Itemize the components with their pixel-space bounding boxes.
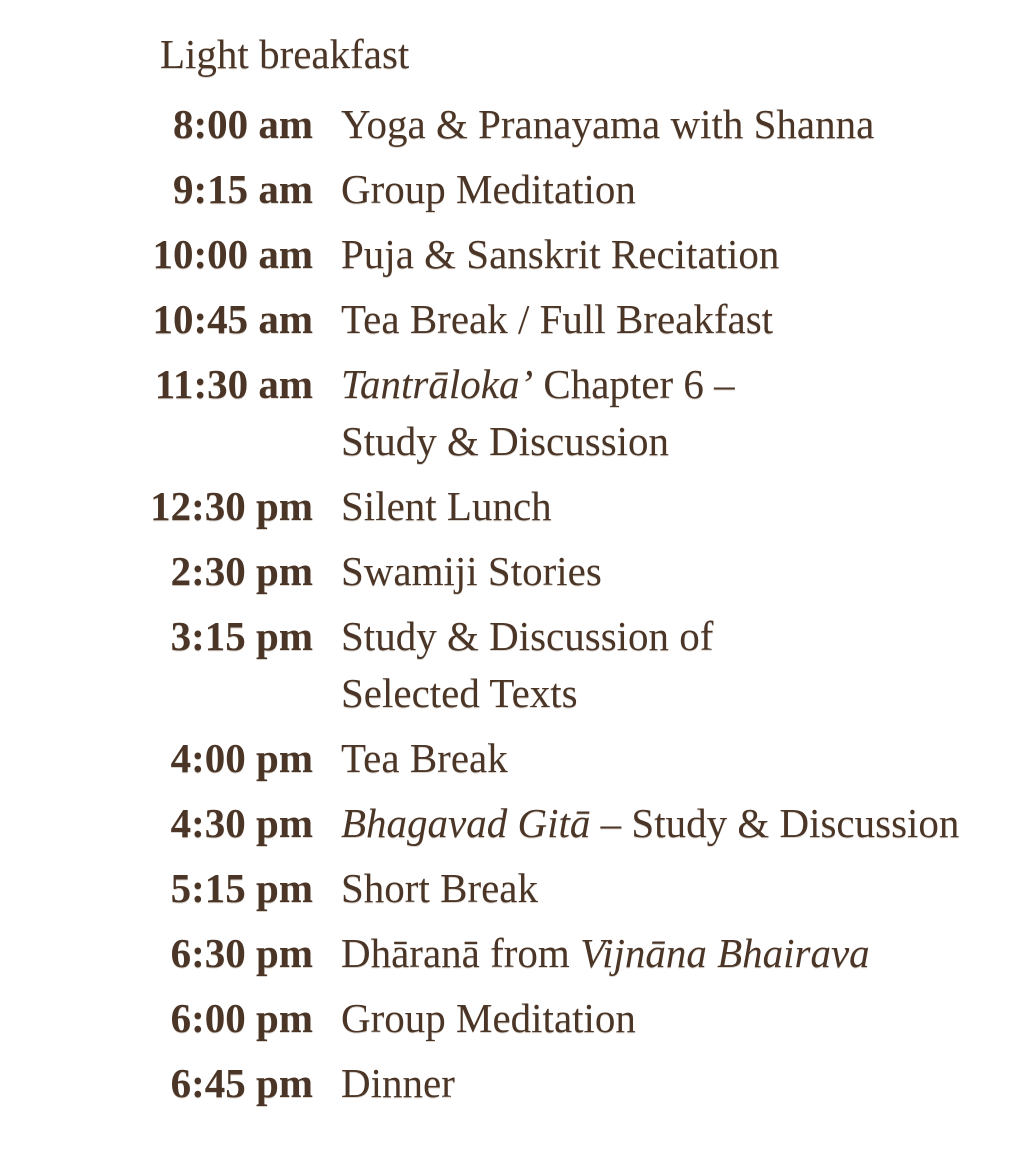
time-label: 10:00 am (152, 231, 313, 277)
activity-text: Group Meditation (341, 166, 636, 212)
activity-line (341, 96, 1022, 153)
schedule-row (0, 161, 1022, 218)
schedule-row (0, 226, 1022, 283)
activity-line (341, 161, 1022, 218)
time-label: 6:00 pm (170, 995, 313, 1041)
activity-text-italic: Vijnāna Bhairava (580, 930, 870, 976)
schedule-row (0, 543, 1022, 600)
activity-line (341, 608, 1022, 665)
activity-line (341, 356, 1022, 413)
activity-text: Chapter 6 – (533, 361, 735, 407)
schedule-row (0, 795, 1022, 852)
time-label: 12:30 pm (150, 483, 313, 529)
activity-text: Swamiji Stories (341, 548, 602, 594)
time-label: 9:15 am (172, 166, 313, 212)
activity-label (341, 96, 1022, 153)
activity-label (341, 291, 1022, 348)
schedule-rows (0, 96, 1022, 1112)
activity-label (341, 543, 1022, 600)
activity-text: Dinner (341, 1060, 455, 1106)
activity-label (341, 730, 1022, 787)
activity-label (341, 860, 1022, 917)
schedule-row (0, 990, 1022, 1047)
activity-label (341, 1055, 1022, 1112)
activity-text: Study & Discussion (341, 418, 670, 464)
activity-text: Dhāranā from (341, 930, 581, 976)
activity-label (341, 608, 1022, 722)
schedule-row (0, 925, 1022, 982)
activity-line (341, 543, 1022, 600)
schedule-row (0, 608, 1022, 722)
time-label: 6:45 pm (170, 1060, 313, 1106)
schedule-row (0, 291, 1022, 348)
time-label: 4:00 pm (170, 735, 313, 781)
time-label: 4:30 pm (170, 800, 313, 846)
activity-label (341, 356, 1022, 470)
activity-label (341, 990, 1022, 1047)
activity-line (341, 730, 1022, 787)
activity-line (341, 478, 1022, 535)
activity-label (341, 478, 1022, 535)
activity-line (341, 860, 1022, 917)
activity-line (341, 1055, 1022, 1112)
time-label: 11:30 am (154, 361, 313, 407)
activity-line (341, 990, 1022, 1047)
schedule-row (0, 356, 1022, 470)
schedule-row (0, 730, 1022, 787)
activity-line (341, 795, 1022, 852)
schedule-row (0, 96, 1022, 153)
schedule-row (0, 478, 1022, 535)
activity-line (341, 413, 1022, 470)
activity-text: Tea Break / Full Breakfast (341, 296, 774, 342)
activity-line (341, 925, 1022, 982)
time-label: 6:30 pm (170, 930, 313, 976)
time-label: 8:00 am (172, 101, 313, 147)
activity-label (341, 925, 1022, 982)
schedule-header: Light breakfast (160, 31, 410, 77)
time-label: 2:30 pm (170, 548, 313, 594)
activity-text: Silent Lunch (341, 483, 552, 529)
time-label: 5:15 pm (170, 865, 313, 911)
activity-line (341, 291, 1022, 348)
activity-text: Puja & Sanskrit Recitation (341, 231, 780, 277)
activity-text: Short Break (341, 865, 538, 911)
activity-text: – Study & Discussion (590, 800, 960, 846)
activity-text: Tea Break (341, 735, 508, 781)
time-label: 3:15 pm (170, 613, 313, 659)
activity-label (341, 795, 1022, 852)
schedule-row (0, 1055, 1022, 1112)
activity-text: Study & Discussion of (341, 613, 714, 659)
activity-text-italic: Tantrāloka’ (341, 361, 534, 407)
activity-label (341, 226, 1022, 283)
activity-text-italic: Bhagavad Gitā (341, 800, 591, 846)
activity-label (341, 161, 1022, 218)
activity-line (341, 665, 1022, 722)
activity-text: Group Meditation (341, 995, 636, 1041)
activity-line (341, 226, 1022, 283)
activity-text: Yoga & Pranayama with Shanna (341, 101, 875, 147)
activity-text: Selected Texts (341, 670, 578, 716)
time-label: 10:45 am (152, 296, 313, 342)
schedule-row (0, 860, 1022, 917)
